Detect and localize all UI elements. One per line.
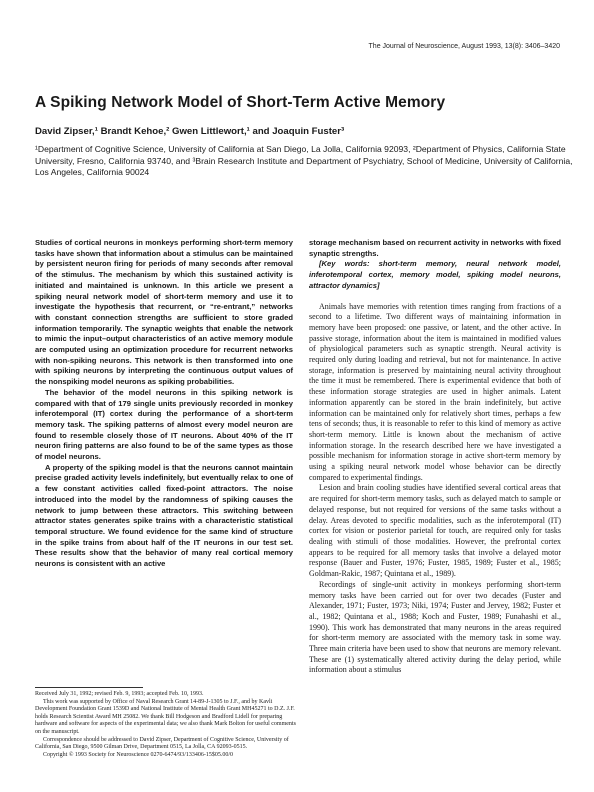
keywords: [Key words: short-term memory, neural network model, inferotemporal cortex, memory model, spiking model neurons, attractor dynamics] bbox=[309, 259, 561, 290]
abstract-continuation: storage mechanism based on recurrent activity in networks with fixed synaptic strengths. bbox=[309, 238, 561, 258]
footnote: This work was supported by Office of Naval Research Grant 14-89-J-1305 to J.F., and by Kavli Development Foundation Grant 1539D and National Institute of Mental Health Grant MH45271 to D.Z. J.F. holds Research Scientist Award MH 25082. We thank Bill Hodgeson and Bradford Lidell for preparing hardware and software for aspects of the experimental data; we also thank Mark Bolton for useful comments on the manuscript. bbox=[35, 698, 296, 735]
paper-title: A Spiking Network Model of Short-Term Active Memory bbox=[35, 94, 446, 111]
body-paragraph: Recordings of single-unit activity in monkeys performing short-term memory tasks have been carried out for over two decades (Fuster and Alexander, 1971; Fuster, 1973; Niki, 1974; Fuster and Jervey, 1982; Fuster et al., 1982; Quintana et al., 1988; Koch and Fuster, 1989; Funahashi et al., 1990). This work has demonstrated that many neurons in the areas required for short-term memory are associated with the memory task in some way. Three main criteria have been used to show that neurons are memory relevant. These are (1) systematically altered activity during the delay period, while information about a stimulus bbox=[309, 579, 561, 675]
journal-header: The Journal of Neuroscience, August 1993, 13(8): 3406–3420 bbox=[368, 43, 560, 50]
footnotes bbox=[35, 691, 297, 759]
footnote: Correspondence should be addressed to David Zipser, Department of Cognitive Science, University of California, San Diego, 9500 Gilman Drive, Department 0515, La Jolla, CA 92093-0515. bbox=[35, 736, 289, 751]
body-paragraph: Animals have memories with retention times ranging from fractions of a second to a lifetime. Two different ways of maintaining information in memory have been proposed: one passive, or latent, and the other active. In passive storage, information about the item is maintained in modified values of physiological parameters such as synaptic strength. Neural activity is required only during loading and retrieval, but not for maintenance. In active storage, information is preserved by maintaining neural activity throughout the time it must be remembered. There is experimental evidence that both of these information storage strategies are used in higher animals. Latent information apparently can be stored in the brain indefinitely, but active information can be maintained only for relatively short times, perhaps a few tens of seconds; thus, it is reasonable to refer to this kind of memory as active short-term memory. Little is known about the mechanism of active information storage. In the research described here we have investigated a possible mechanism for information storage in active short-term memory by using a spiking neural network model whose behavior can be directly compared to experimental findings. bbox=[309, 301, 561, 482]
footnote: Received July 31, 1992; revised Feb. 9, 1993; accepted Feb. 10, 1993. bbox=[35, 691, 204, 697]
abstract-column bbox=[35, 238, 293, 570]
abstract-paragraph: The behavior of the model neurons in this spiking network is compared with that of 179 single units previously recorded in monkey inferotemporal (IT) cortex during the performance of a short-term memory task. The spiking patterns of almost every model neuron are found to resemble closely those of IT neurons. About 40% of the IT neuron firing patterns are also found to be of the same types as those of model neurons. bbox=[35, 387, 293, 462]
affiliations: ¹Department of Cognitive Science, University of California at San Diego, La Jolla, California 92093, ²Department of Physics, California State University, Fresno, California 93740, and ³Brain Research Institute and Department of Psychiatry, School of Medicine, University of California, Los Angeles, California 90024 bbox=[35, 144, 573, 177]
abstract-paragraph: Studies of cortical neurons in monkeys performing short-term memory tasks have shown that information about a stimulus can be maintained by persistent neuron firing for periods of many seconds after removal of the stimulus. The mechanism by which this sustained activity is initiated and maintained is unknown. In this article we present a spiking neural network model of short-term memory and use it to investigate the hypothesis that recurrent, or “re-entrant,” networks with constant connection strengths are sufficient to store graded information temporarily. The synaptic weights that enable the network to mimic the input–output characteristics of an active memory module are computed using an optimization procedure for recurrent networks with non-spiking neurons. This network is then transformed into one with spiking neurons by interpreting the continuous output values of the nonspiking model neurons as spiking probabilities. bbox=[35, 238, 293, 387]
footnote: Copyright © 1993 Society for Neuroscience 0270-6474/93/133406-15$05.00/0 bbox=[43, 751, 234, 758]
body-paragraph: Lesion and brain cooling studies have identified several cortical areas that are required for short-term memory tasks, such as delayed match to sample or delayed response, but not required for versions of the same tasks without a delay. Areas devoted to specific modalities, such as the inferotemporal (IT) cortex for vision or posterior parietal for touch, are required only for tasks dealing with stimuli of those modalities. However, the prefrontal cortex appears to be required for all memory tasks that involve a delayed motor response (Bauer and Fuster, 1976; Fuster, 1985, 1989; Fuster et al., 1985; Goldman-Rakic, 1987; Quintana et al., 1989). bbox=[309, 483, 561, 579]
right-column bbox=[309, 238, 561, 676]
footnote-rule bbox=[35, 687, 143, 688]
abstract-paragraph: A property of the spiking model is that the neurons cannot maintain precise graded activity levels indefinitely, but eventually relax to one of a few constant activities called fixed-point attractors. The noise introduced into the model by the randomness of spiking causes the network to jump between these attractors. This switching between attractor states generates spike trains with a characteristic statistical temporal structure. We found evidence for the same kind of structure in the spike trains from about half of the IT neurons in our test set. These results show that the behavior of many real cortical memory neurons is consistent with an active bbox=[35, 462, 293, 569]
author-list: David Zipser,¹ Brandt Kehoe,² Gwen Littlewort,¹ and Joaquin Fuster³ bbox=[35, 126, 345, 137]
